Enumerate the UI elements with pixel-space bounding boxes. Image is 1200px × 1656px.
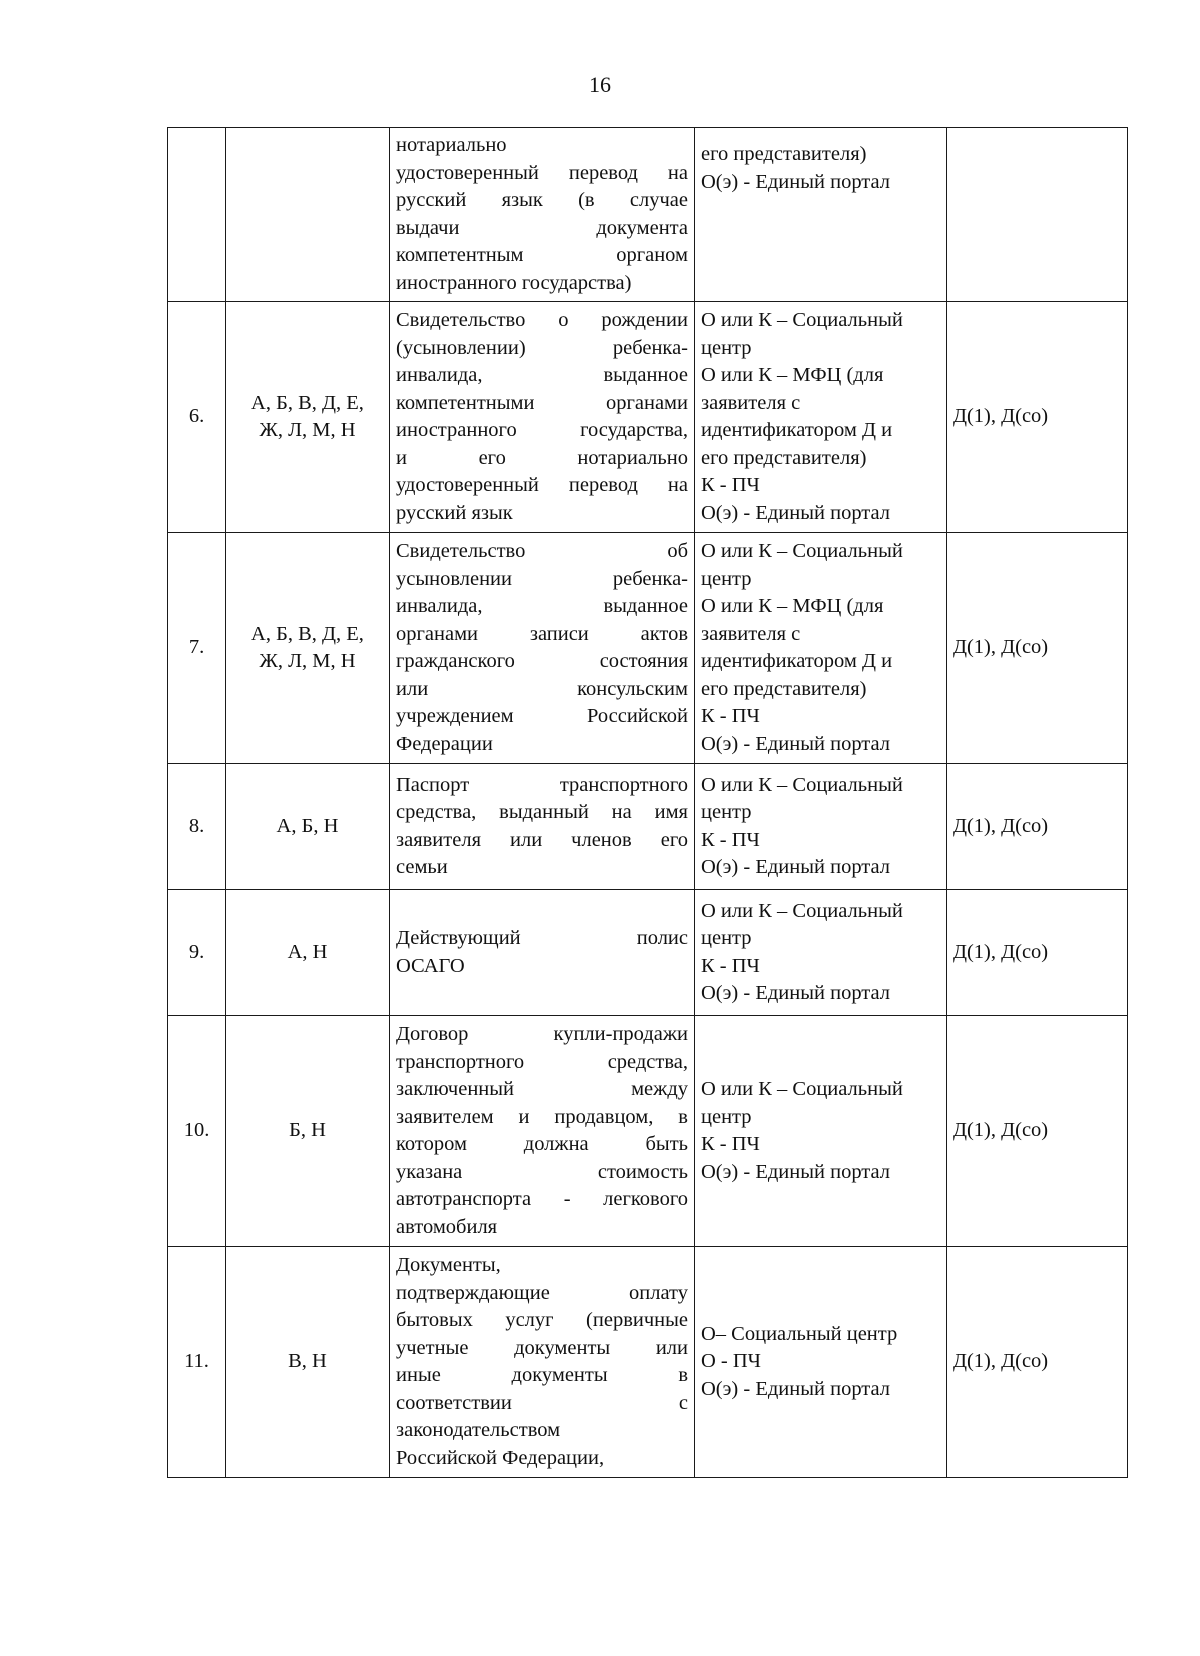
table-row xyxy=(168,533,1128,764)
submission-method-line: О или К – МФЦ (для xyxy=(701,595,884,617)
document-word: его xyxy=(478,446,506,469)
document-word: соответствии xyxy=(396,1391,512,1414)
category-line: А, Б, Н xyxy=(276,814,339,837)
document-name xyxy=(390,1247,695,1478)
document-name xyxy=(390,302,695,533)
document-word: русский xyxy=(396,189,467,211)
document-form: Д(1), Д(со) xyxy=(947,1016,1128,1247)
document-word: иные xyxy=(396,1364,441,1386)
submission-method-line: центр xyxy=(701,336,752,359)
document-word: удостоверенный xyxy=(396,161,539,184)
document-word: имя xyxy=(654,801,688,823)
submission-method-line: центр xyxy=(701,1105,752,1128)
category-line: Ж, Л, М, Н xyxy=(259,419,356,441)
category-line: А, Н xyxy=(287,940,328,963)
document-word: состояния xyxy=(599,650,688,672)
submission-method xyxy=(695,533,947,764)
row-number: 7. xyxy=(168,533,226,764)
document-line xyxy=(396,799,688,827)
submission-method-line: центр xyxy=(701,927,752,949)
document-word: или xyxy=(510,828,543,851)
document-line: семьи xyxy=(396,856,448,878)
submission-method-line: О или К – Социальный xyxy=(701,1078,903,1100)
applicant-categories xyxy=(226,302,390,533)
document-line xyxy=(396,160,688,188)
document-line xyxy=(396,1049,688,1077)
document-word: Действующий xyxy=(396,927,521,949)
document-line xyxy=(396,242,688,270)
document-line xyxy=(396,1131,688,1159)
applicant-categories xyxy=(226,890,390,1016)
document-name xyxy=(390,128,695,302)
document-word: оплату xyxy=(629,1281,688,1304)
documents-table-body xyxy=(168,128,1128,1478)
document-word: и xyxy=(396,446,407,469)
document-line xyxy=(396,1307,688,1335)
applicant-categories xyxy=(226,1016,390,1247)
document-name xyxy=(390,764,695,890)
submission-method-line: К - ПЧ xyxy=(701,705,760,727)
document-word: Свидетельство xyxy=(396,540,526,562)
submission-method xyxy=(695,1016,947,1247)
submission-method-line: О– Социальный центр xyxy=(701,1322,898,1345)
document-word: автотранспорта xyxy=(396,1188,532,1210)
submission-method-line: О(э) - Единый портал xyxy=(701,732,891,755)
document-word: выданное xyxy=(603,595,688,617)
document-word: средства, xyxy=(607,1050,688,1073)
document-line xyxy=(396,648,688,676)
document-word: на xyxy=(667,161,688,184)
submission-method-line: заявителя с xyxy=(701,622,801,645)
category-line: Б, Н xyxy=(289,1119,326,1142)
document-line xyxy=(396,445,688,473)
document-word: органами xyxy=(605,391,688,414)
row-number: 11. xyxy=(168,1247,226,1478)
document-word: усыновлении xyxy=(396,567,512,590)
row-number: 6. xyxy=(168,302,226,533)
submission-method-line: О(э) - Единый портал xyxy=(701,982,891,1004)
document-line xyxy=(396,925,688,953)
row-number: 10. xyxy=(168,1016,226,1247)
document-word: государства, xyxy=(580,419,688,441)
document-word: гражданского xyxy=(396,650,515,672)
document-word: транспортного xyxy=(396,1050,525,1073)
table-row xyxy=(168,890,1128,1016)
document-line xyxy=(396,621,688,649)
document-word: учреждением xyxy=(396,705,514,727)
document-word: выдачи xyxy=(396,216,460,239)
submission-method-line: его представителя) xyxy=(701,677,867,700)
submission-method-line: К - ПЧ xyxy=(701,474,760,496)
document-word: документа xyxy=(596,216,688,239)
document-form: Д(1), Д(со) xyxy=(947,764,1128,890)
submission-method-line: его представителя) xyxy=(701,446,867,469)
submission-method-line: центр xyxy=(701,801,752,823)
submission-method xyxy=(695,890,947,1016)
document-word: или xyxy=(655,1336,688,1359)
submission-method-line: О или К – Социальный xyxy=(701,540,903,562)
submission-method-line: центр xyxy=(701,567,752,590)
document-word: и xyxy=(518,1105,530,1128)
submission-method-line: идентификатором Д и xyxy=(701,650,893,672)
document-line xyxy=(396,676,688,704)
document-word: компетентными xyxy=(396,391,535,414)
document-word: полис xyxy=(636,927,688,949)
applicant-categories xyxy=(226,764,390,890)
submission-method-line: О - ПЧ xyxy=(701,1350,762,1373)
submission-method xyxy=(695,764,947,890)
document-line xyxy=(396,566,688,594)
document-word: инвалида, xyxy=(396,364,483,386)
document-line: Российской Федерации, xyxy=(396,1446,605,1469)
document-word: Паспорт xyxy=(396,773,470,796)
document-word: между xyxy=(631,1078,688,1100)
document-word: перевод xyxy=(568,161,638,184)
document-word: о xyxy=(558,309,569,331)
document-line xyxy=(396,1186,688,1214)
document-word: консульским xyxy=(577,677,688,700)
submission-method-line: О(э) - Единый портал xyxy=(701,170,891,193)
document-line xyxy=(396,1021,688,1049)
submission-method-line: О(э) - Единый портал xyxy=(701,1160,891,1183)
document-word: или xyxy=(396,677,429,700)
document-word: записи xyxy=(529,622,589,645)
document-line xyxy=(396,1159,688,1187)
document-word: нотариально xyxy=(577,446,688,469)
document-word: учетные xyxy=(396,1336,469,1359)
document-line: иностранного государства) xyxy=(396,271,632,294)
document-line xyxy=(396,472,688,500)
document-word: легкового xyxy=(603,1188,688,1210)
document-word: котором xyxy=(396,1133,467,1155)
document-word: документы xyxy=(514,1336,611,1359)
table-row xyxy=(168,302,1128,533)
document-word: купли-продажи xyxy=(553,1023,688,1045)
category-line: В, Н xyxy=(288,1350,327,1373)
document-word: услуг xyxy=(505,1309,554,1331)
document-word: актов xyxy=(640,622,688,645)
document-line xyxy=(396,1335,688,1363)
document-word: язык xyxy=(501,189,543,211)
document-line xyxy=(396,215,688,243)
document-word: случае xyxy=(629,189,688,211)
document-line xyxy=(396,187,688,215)
document-word: инвалида, xyxy=(396,595,483,617)
row-number xyxy=(168,128,226,302)
document-word: Свидетельство xyxy=(396,309,526,331)
document-word: перевод xyxy=(568,474,638,496)
document-word: в xyxy=(678,1105,688,1128)
document-word: с xyxy=(678,1391,688,1414)
document-line: русский язык xyxy=(396,501,513,524)
submission-method-line: О(э) - Единый портал xyxy=(701,856,891,878)
category-line: Ж, Л, М, Н xyxy=(259,650,356,672)
table-row xyxy=(168,764,1128,890)
document-word: его xyxy=(660,828,688,851)
submission-method-line: О или К – МФЦ (для xyxy=(701,364,884,386)
document-word: выданный xyxy=(499,801,589,823)
document-word: заявителем xyxy=(396,1105,494,1128)
document-word: - xyxy=(563,1188,571,1210)
document-word: стоимость xyxy=(597,1160,688,1183)
document-form: Д(1), Д(со) xyxy=(947,533,1128,764)
category-line: А, Б, В, Д, Е, xyxy=(251,622,364,645)
document-name xyxy=(390,1016,695,1247)
document-word: на xyxy=(667,474,688,496)
document-word: Договор xyxy=(396,1023,469,1045)
submission-method-line: О(э) - Единый портал xyxy=(701,501,891,524)
document-name xyxy=(390,533,695,764)
submission-method-line: К - ПЧ xyxy=(701,828,760,851)
document-line xyxy=(396,1076,688,1104)
submission-method-line: К - ПЧ xyxy=(701,1133,760,1155)
document-line xyxy=(396,362,688,390)
document-word: указана xyxy=(396,1160,463,1183)
document-form: Д(1), Д(со) xyxy=(947,890,1128,1016)
document-word: бытовых xyxy=(396,1309,473,1331)
document-line: законодательством xyxy=(396,1419,561,1441)
document-word: ребенка- xyxy=(612,567,688,590)
document-line: автомобиля xyxy=(396,1215,498,1238)
submission-method xyxy=(695,128,947,302)
document-name xyxy=(390,890,695,1016)
document-form: Д(1), Д(со) xyxy=(947,302,1128,533)
document-form xyxy=(947,128,1128,302)
row-number: 8. xyxy=(168,764,226,890)
document-line xyxy=(396,307,688,335)
document-line xyxy=(396,538,688,566)
document-line xyxy=(396,1280,688,1308)
document-word: (первичные xyxy=(586,1309,688,1331)
submission-method-line: О(э) - Единый портал xyxy=(701,1377,891,1400)
row-number: 9. xyxy=(168,890,226,1016)
submission-method-line: О или К – Социальный xyxy=(701,309,903,331)
document-word: (в xyxy=(578,189,595,211)
document-line xyxy=(396,827,688,855)
document-line xyxy=(396,335,688,363)
document-word: быть xyxy=(645,1133,688,1155)
document-word: в xyxy=(678,1364,688,1386)
document-line xyxy=(396,1390,688,1418)
document-word: на xyxy=(611,801,632,823)
document-line xyxy=(396,390,688,418)
page-number: 16 xyxy=(589,72,611,97)
document-word: ребенка- xyxy=(612,336,688,359)
document-word: удостоверенный xyxy=(396,474,539,496)
document-word: заявителя xyxy=(396,828,481,851)
document-word: заключенный xyxy=(396,1078,515,1100)
document-form: Д(1), Д(со) xyxy=(947,1247,1128,1478)
document-line xyxy=(396,703,688,731)
document-line xyxy=(396,1362,688,1390)
table-row xyxy=(168,128,1128,302)
document-word: об xyxy=(667,540,688,562)
document-word: членов xyxy=(571,828,632,851)
document-word: органом xyxy=(616,244,688,266)
applicant-categories xyxy=(226,1247,390,1478)
submission-method xyxy=(695,302,947,533)
document-line xyxy=(396,1104,688,1132)
document-word: рождении xyxy=(601,309,688,331)
document-word: иностранного xyxy=(396,419,517,441)
submission-method-line: О или К – Социальный xyxy=(701,899,903,922)
submission-method-line: его представителя) xyxy=(701,143,867,165)
document-word: (усыновлении) xyxy=(396,336,526,359)
document-word: документы xyxy=(511,1364,608,1386)
table-row xyxy=(168,1016,1128,1247)
document-word: органами xyxy=(396,622,479,645)
submission-method-line: заявителя с xyxy=(701,391,801,414)
category-line: А, Б, В, Д, Е, xyxy=(251,391,364,414)
submission-method-line: К - ПЧ xyxy=(701,954,760,977)
submission-method-line: О или К – Социальный xyxy=(701,773,903,796)
document-line xyxy=(396,593,688,621)
document-word: Российской xyxy=(586,705,688,727)
document-line xyxy=(396,417,688,445)
document-word: выданное xyxy=(603,364,688,386)
document-line: ОСАГО xyxy=(396,954,465,977)
document-word: компетентным xyxy=(396,244,524,266)
documents-table xyxy=(167,127,1128,1478)
submission-method xyxy=(695,1247,947,1478)
table-row xyxy=(168,1247,1128,1478)
document-line: нотариально xyxy=(396,134,507,156)
document-word: продавцом, xyxy=(554,1105,654,1128)
document-line xyxy=(396,772,688,800)
document-word: подтверждающие xyxy=(396,1281,550,1304)
document-word: транспортного xyxy=(559,773,688,796)
applicant-categories xyxy=(226,128,390,302)
applicant-categories xyxy=(226,533,390,764)
document-word: должна xyxy=(523,1133,589,1155)
document-line: Федерации xyxy=(396,732,493,755)
document-line: Документы, xyxy=(396,1254,501,1276)
submission-method-line: идентификатором Д и xyxy=(701,419,893,441)
document-word: средства, xyxy=(396,801,477,823)
